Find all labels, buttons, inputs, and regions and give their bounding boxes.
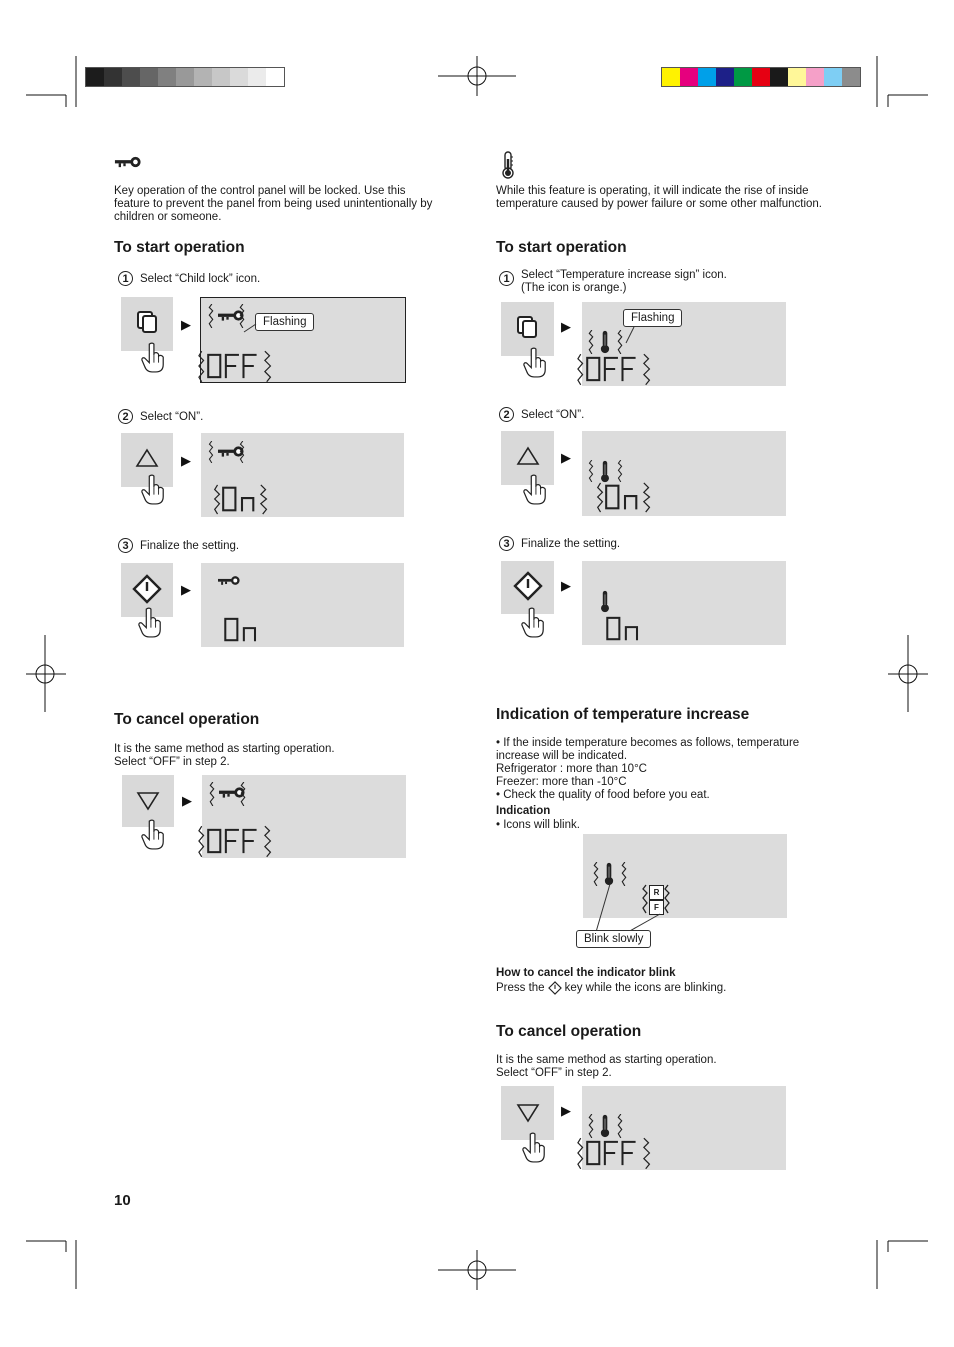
color-bar — [661, 67, 861, 87]
blink-mark-icon — [616, 1114, 624, 1138]
callout-pointer — [240, 322, 258, 336]
power-diamond-icon — [548, 981, 562, 995]
right-arrow-icon: ▶ — [561, 319, 571, 334]
up-triangle-icon — [516, 446, 540, 466]
indication-text: • Icons will blink. — [496, 819, 580, 831]
left-start-heading: To start operation — [114, 239, 245, 256]
flashing-callout: Flashing — [623, 309, 682, 327]
color-swatch — [770, 68, 788, 86]
gray-swatch — [212, 68, 230, 86]
gray-swatch — [122, 68, 140, 86]
gray-swatch — [194, 68, 212, 86]
down-triangle-icon — [136, 791, 160, 811]
step-text: Select “Child lock” icon. — [140, 272, 261, 285]
page-number: 10 — [114, 1192, 131, 1209]
cancel-blink-after: key while the icons are blinking. — [564, 981, 727, 994]
cancel-blink-heading: How to cancel the indicator blink — [496, 967, 676, 979]
select-icon — [516, 315, 538, 339]
power-diamond-icon — [513, 571, 543, 601]
right-start-heading: To start operation — [496, 239, 627, 256]
hand-pointer-icon — [140, 474, 166, 506]
color-swatch — [788, 68, 806, 86]
hand-pointer-icon — [521, 1132, 547, 1164]
cancel-blink-before: Press the — [496, 981, 545, 994]
lcd-display — [202, 775, 406, 858]
color-swatch — [842, 68, 860, 86]
thermometer-icon — [501, 151, 515, 179]
left-cancel-text: It is the same method as starting operation. Select “OFF” in step 2. — [114, 743, 335, 768]
right-arrow-icon: ▶ — [561, 1103, 571, 1118]
thermometer-icon — [599, 460, 611, 483]
blink-slowly-callout: Blink slowly — [576, 930, 651, 948]
gray-swatch — [158, 68, 176, 86]
printer-marks-top — [0, 0, 954, 120]
left-step-1 — [118, 271, 260, 286]
callout-pointer — [622, 326, 638, 346]
blink-mark-icon — [207, 304, 215, 328]
lcd-display — [582, 431, 786, 516]
color-swatch — [662, 68, 680, 86]
blink-mark-icon — [587, 460, 595, 482]
right-cancel-text: It is the same method as starting operation. Select “OFF” in step 2. — [496, 1054, 717, 1079]
gray-swatch — [140, 68, 158, 86]
right-step-2 — [499, 407, 584, 422]
lcd-display — [582, 302, 786, 386]
blink-callout-pointer — [588, 880, 668, 935]
step-number: 2 — [118, 409, 133, 424]
color-swatch — [806, 68, 824, 86]
thermometer-icon — [599, 1114, 611, 1138]
blink-mark-icon — [208, 782, 216, 806]
indication-heading: Indication of temperature increase — [496, 706, 750, 723]
lcd-display — [201, 433, 404, 517]
cancel-blink-text — [496, 981, 726, 995]
step-text: Select “Temperature increase sign” icon. (The icon is orange.) — [521, 269, 727, 294]
gray-swatch — [248, 68, 266, 86]
step-number: 1 — [118, 271, 133, 286]
color-swatch — [734, 68, 752, 86]
thermometer-icon — [599, 590, 611, 613]
crop-marks-top — [0, 0, 954, 120]
on-digits — [596, 481, 654, 513]
left-step-3 — [118, 538, 239, 553]
blink-mark-icon — [207, 441, 215, 463]
right-arrow-icon: ▶ — [181, 582, 191, 597]
right-arrow-icon: ▶ — [181, 453, 191, 468]
off-digits — [577, 1136, 655, 1170]
flashing-callout: Flashing — [255, 313, 314, 331]
step-number: 1 — [499, 271, 514, 286]
step-text: Select “ON”. — [140, 410, 204, 423]
indication-label: Indication — [496, 805, 551, 817]
lcd-display — [582, 1086, 786, 1170]
color-swatch — [716, 68, 734, 86]
power-diamond-icon — [132, 574, 162, 604]
color-swatch — [680, 68, 698, 86]
left-cancel-heading: To cancel operation — [114, 711, 260, 728]
up-triangle-icon — [135, 448, 159, 468]
gray-swatch — [176, 68, 194, 86]
step-number: 3 — [118, 538, 133, 553]
crop-marks-bottom — [0, 1230, 954, 1300]
right-cancel-heading: To cancel operation — [496, 1023, 642, 1040]
color-swatch — [824, 68, 842, 86]
blink-mark-icon — [239, 782, 247, 806]
refrigerator-indicator: R — [649, 885, 664, 900]
right-arrow-icon: ▶ — [182, 793, 192, 808]
left-step-2 — [118, 409, 203, 424]
hand-pointer-icon — [140, 819, 166, 851]
temperature-intro: While this feature is operating, it will indicate the rise of inside temperature caused by power failure or some other malfunction. — [496, 185, 822, 210]
color-swatch — [752, 68, 770, 86]
off-digits — [198, 824, 276, 858]
key-icon — [114, 155, 142, 169]
lcd-display — [200, 297, 406, 383]
step-number: 2 — [499, 407, 514, 422]
right-arrow-icon: ▶ — [181, 317, 191, 332]
off-digits — [577, 352, 655, 386]
step-number: 3 — [499, 536, 514, 551]
right-step-1 — [499, 269, 727, 295]
on-digits — [213, 483, 271, 515]
right-arrow-icon: ▶ — [561, 578, 571, 593]
child-lock-intro: Key operation of the control panel will be locked. Use this feature to prevent the panel from being used unintentionally by children or someone. — [114, 185, 433, 223]
hand-pointer-icon — [522, 347, 548, 379]
key-icon — [217, 575, 241, 586]
blink-mark-icon — [587, 1114, 595, 1138]
gray-swatch — [86, 68, 104, 86]
step-text: Finalize the setting. — [140, 539, 240, 552]
freezer-indicator: F — [649, 900, 664, 915]
gray-swatch — [230, 68, 248, 86]
blink-mark-icon — [616, 460, 624, 482]
right-arrow-icon: ▶ — [561, 450, 571, 465]
gray-swatch — [104, 68, 122, 86]
down-triangle-icon — [516, 1103, 540, 1123]
gray-swatch — [266, 68, 284, 86]
blink-mark-icon — [238, 441, 246, 463]
hand-pointer-icon — [522, 474, 548, 506]
blink-mark-icon — [587, 330, 595, 354]
side-registration-marks — [0, 620, 954, 720]
off-digits — [198, 349, 276, 383]
select-icon — [136, 310, 158, 334]
hand-pointer-icon — [140, 342, 166, 374]
gray-scale-bar — [85, 67, 285, 87]
thermometer-icon — [599, 330, 611, 354]
indication-bullets: • If the inside temperature becomes as follows, temperature increase will be indicated. Refrigerator : more than 10°C Freezer: more than -10°C • Check the quality of food before you eat. — [496, 737, 800, 801]
right-step-3 — [499, 536, 620, 551]
step-text: Finalize the setting. — [521, 537, 621, 550]
step-text: Select “ON”. — [521, 408, 585, 421]
color-swatch — [698, 68, 716, 86]
